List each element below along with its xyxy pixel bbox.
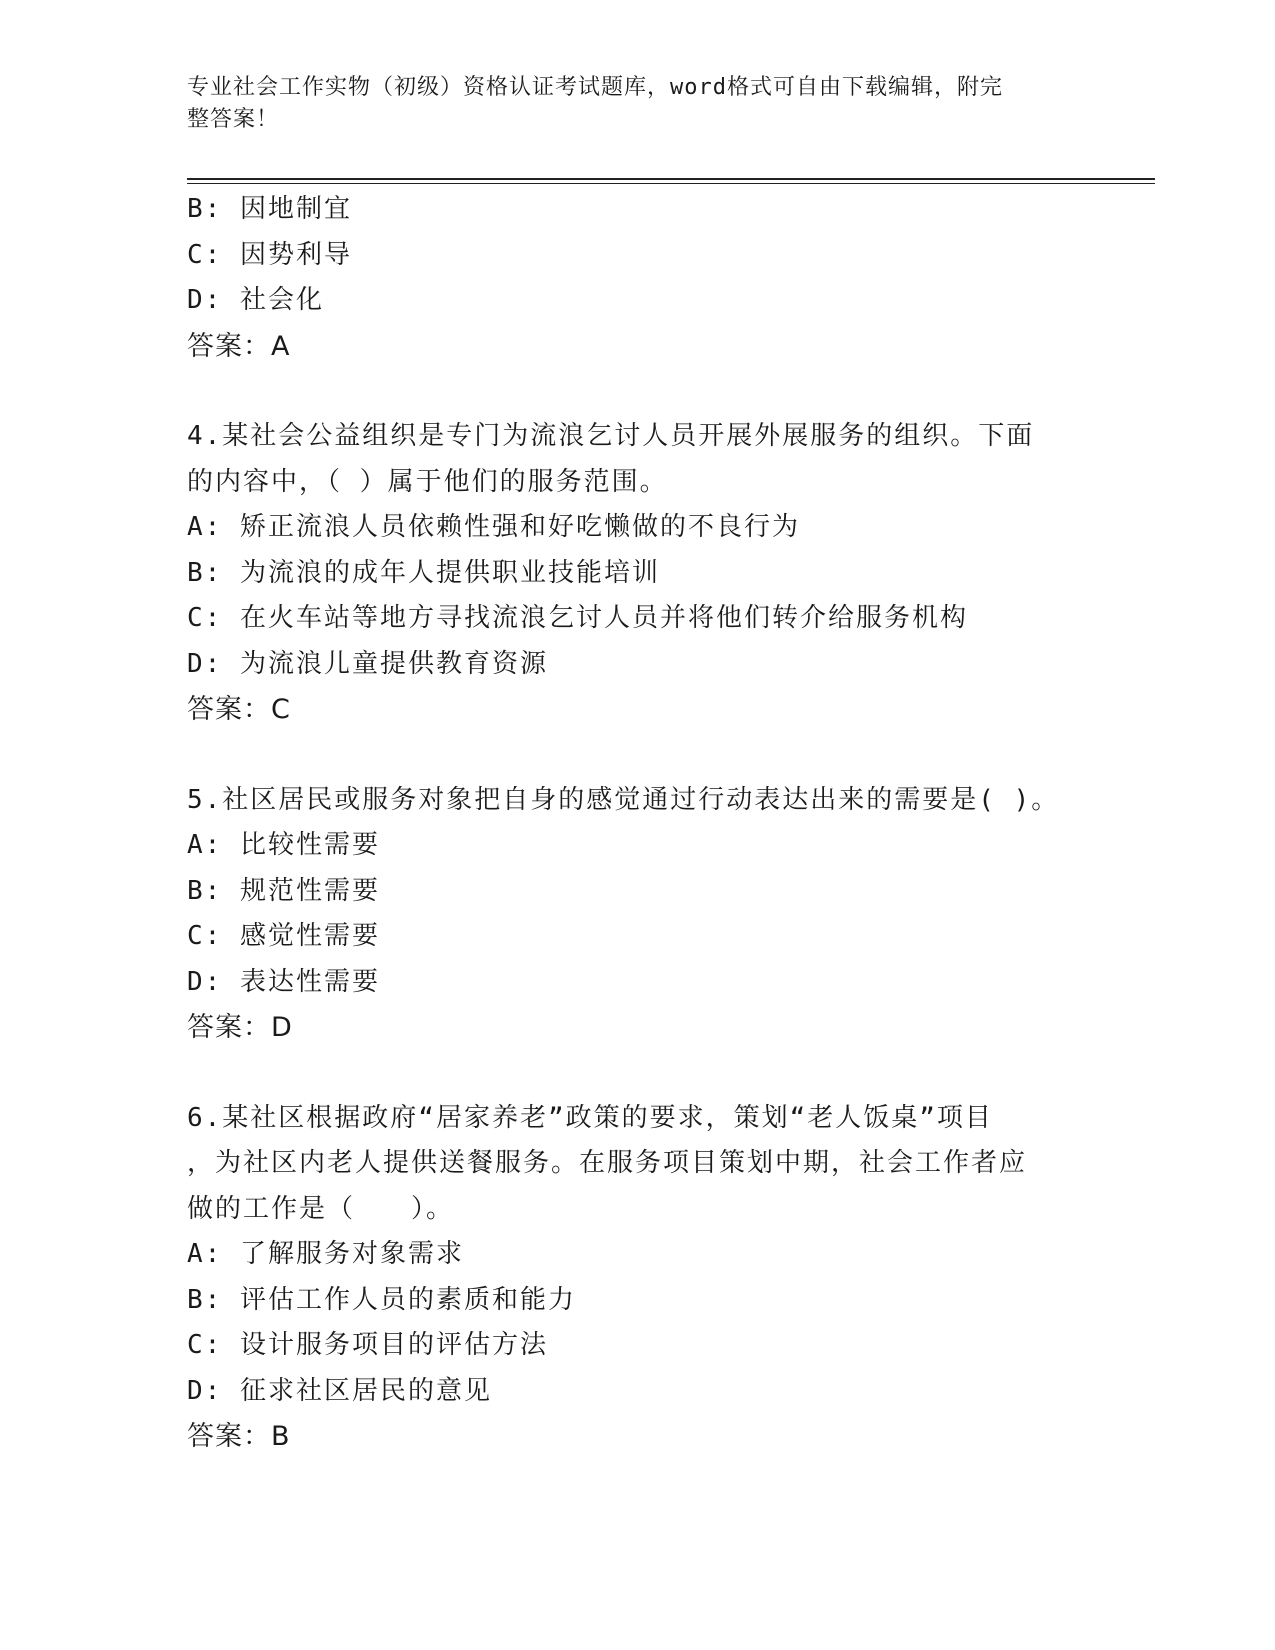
stem-line: 做的工作是（ ）。 — [187, 1193, 455, 1224]
option-line: A: 了解服务对象需求 — [187, 1239, 464, 1269]
option-line: D: 社会化 — [187, 285, 324, 315]
page-header — [187, 72, 1067, 136]
answer-line: 答案：A — [187, 330, 291, 362]
stem-line: 的内容中，（ ）属于他们的服务范围。 — [187, 466, 668, 497]
stem-line: 5.社区居民或服务对象把自身的感觉通过行动表达出来的需要是( )。 — [187, 784, 1060, 815]
option-line: B: 因地制宜 — [187, 194, 352, 224]
option-line: B: 评估工作人员的素质和能力 — [187, 1284, 576, 1315]
question-block-4 — [187, 414, 1067, 733]
option-line: C: 感觉性需要 — [187, 921, 380, 951]
document-body — [187, 187, 1067, 1460]
header-rule-thin — [187, 183, 1155, 184]
option-line: D: 为流浪儿童提供教育资源 — [187, 648, 548, 679]
question-stem — [187, 778, 1067, 824]
option-line: B: 规范性需要 — [187, 875, 380, 906]
option-line: D: 表达性需要 — [187, 966, 380, 997]
option-line: C: 设计服务项目的评估方法 — [187, 1330, 548, 1360]
header-line-2: 整答案！ — [187, 107, 280, 132]
header-rule-thick — [187, 178, 1155, 180]
question-block-6 — [187, 1096, 1067, 1460]
option-line: C: 在火车站等地方寻找流浪乞讨人员并将他们转介给服务机构 — [187, 603, 968, 633]
stem-line: 6.某社区根据政府“居家养老”政策的要求，策划“老人饭桌”项目 — [187, 1102, 993, 1133]
question-block-5 — [187, 778, 1067, 1051]
option-line: B: 为流浪的成年人提供职业技能培训 — [187, 557, 660, 588]
stem-line: ，为社区内老人提供送餐服务。在服务项目策划中期，社会工作者应 — [187, 1148, 1028, 1178]
prev-question-block — [187, 187, 1067, 369]
question-stem — [187, 414, 1067, 505]
question-stem — [187, 1096, 1067, 1233]
stem-line: 4.某社会公益组织是专门为流浪乞讨人员开展外展服务的组织。下面 — [187, 421, 1035, 451]
answer-line: 答案：D — [187, 1012, 293, 1043]
header-line-1: 专业社会工作实物（初级）资格认证考试题库，word格式可自由下载编辑，附完 — [187, 75, 1003, 100]
option-line: A: 矫正流浪人员依赖性强和好吃懒做的不良行为 — [187, 512, 800, 542]
option-line: D: 征求社区居民的意见 — [187, 1375, 492, 1406]
answer-line: 答案：C — [187, 694, 291, 725]
answer-line: 答案：B — [187, 1421, 291, 1452]
option-line: C: 因势利导 — [187, 239, 352, 270]
option-line: A: 比较性需要 — [187, 830, 380, 860]
